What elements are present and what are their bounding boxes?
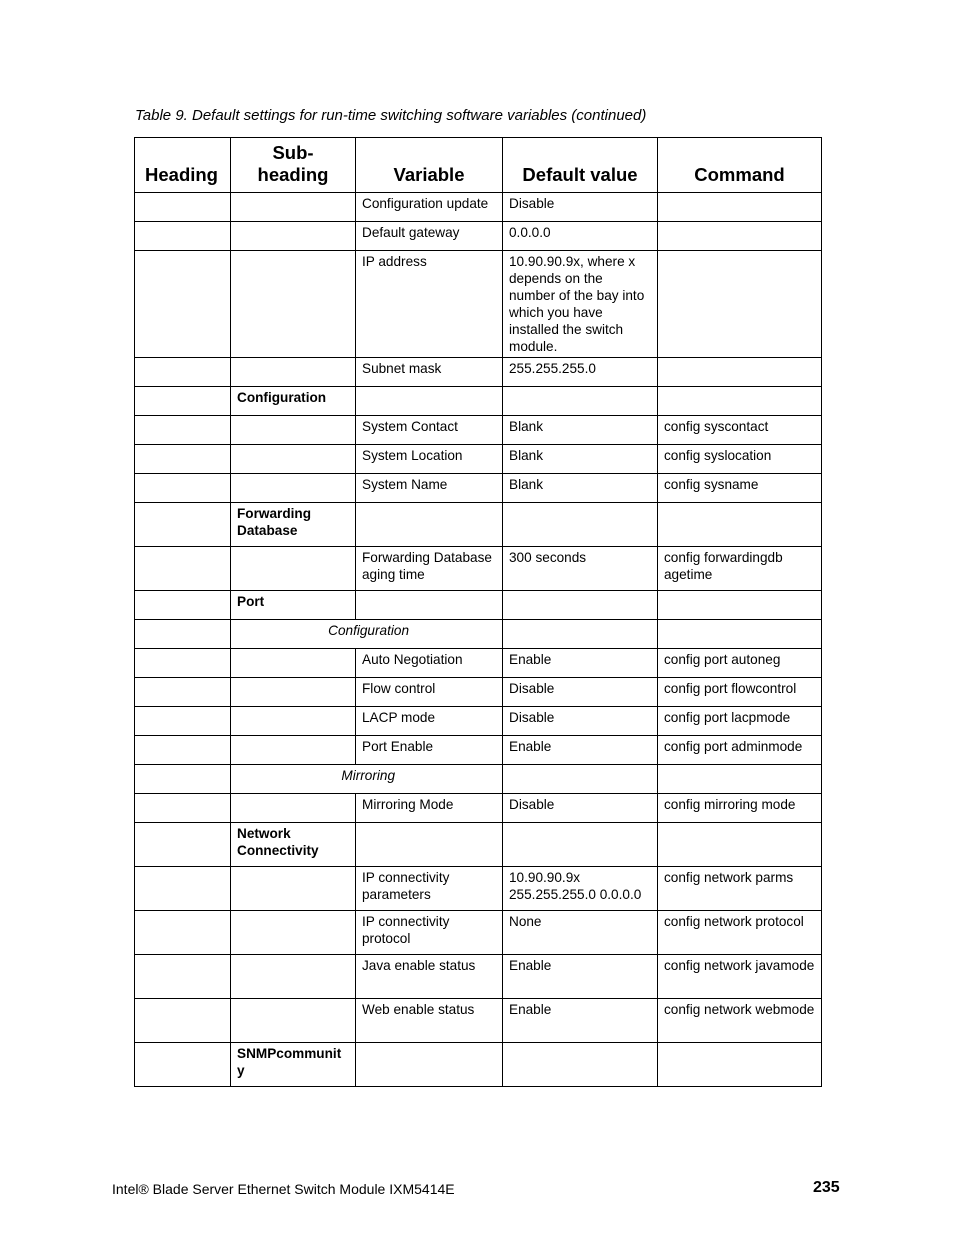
cell-command: config sysname [658, 474, 822, 503]
cell-heading [135, 620, 231, 649]
table-row [135, 955, 822, 999]
cell-command: config port flowcontrol [658, 678, 822, 707]
cell-heading [135, 503, 231, 547]
cell-command [658, 765, 822, 794]
cell-variable [356, 591, 503, 620]
cell-subheading [231, 222, 356, 251]
cell-heading [135, 707, 231, 736]
default-settings-table [134, 137, 822, 1087]
cell-command [658, 222, 822, 251]
cell-variable: Flow control [356, 678, 503, 707]
cell-variable [356, 387, 503, 416]
cell-variable: Configuration update [356, 193, 503, 222]
cell-variable: IP connectivity protocol [356, 911, 503, 955]
cell-subheading [231, 736, 356, 765]
cell-subheading [231, 547, 356, 591]
cell-subheading [231, 999, 356, 1043]
footer-document-title: Intel® Blade Server Ethernet Switch Module IXM5414E [112, 1181, 455, 1197]
table-row [135, 193, 822, 222]
cell-command: config syslocation [658, 445, 822, 474]
cell-subheading: Forwarding Database [231, 503, 356, 547]
cell-default-value: Enable [503, 999, 658, 1043]
cell-variable: System Name [356, 474, 503, 503]
table-row [135, 474, 822, 503]
cell-command [658, 503, 822, 547]
cell-command: config network javamode [658, 955, 822, 999]
cell-heading [135, 547, 231, 591]
cell-variable: IP address [356, 251, 503, 358]
cell-default-value [503, 591, 658, 620]
cell-command [658, 251, 822, 358]
cell-command [658, 193, 822, 222]
cell-variable: Web enable status [356, 999, 503, 1043]
cell-variable: Default gateway [356, 222, 503, 251]
cell-variable: Forwarding Database aging time [356, 547, 503, 591]
cell-heading [135, 955, 231, 999]
cell-variable: System Location [356, 445, 503, 474]
table-row [135, 707, 822, 736]
cell-command: config network protocol [658, 911, 822, 955]
table-caption: Table 9. Default settings for run-time switching software variables (continued) [135, 107, 647, 124]
cell-command: config port adminmode [658, 736, 822, 765]
table-row [135, 445, 822, 474]
cell-subheading [231, 955, 356, 999]
cell-variable: LACP mode [356, 707, 503, 736]
cell-subheading: Network Connectivity [231, 823, 356, 867]
column-header-command: Command [658, 138, 822, 193]
cell-subheading [231, 649, 356, 678]
table-row [135, 1043, 822, 1087]
column-header-default-value: Default value [503, 138, 658, 193]
cell-default-value: Disable [503, 794, 658, 823]
cell-variable: Port Enable [356, 736, 503, 765]
cell-subheading [231, 193, 356, 222]
cell-command [658, 387, 822, 416]
cell-default-value: Disable [503, 193, 658, 222]
cell-subheading [231, 867, 356, 911]
cell-variable: Mirroring Mode [356, 794, 503, 823]
table-row [135, 591, 822, 620]
cell-subheading: Port [231, 591, 356, 620]
cell-subheading [231, 911, 356, 955]
table-row [135, 503, 822, 547]
cell-heading [135, 445, 231, 474]
cell-default-value [503, 1043, 658, 1087]
cell-subheading [231, 474, 356, 503]
cell-variable: Java enable status [356, 955, 503, 999]
cell-default-value [503, 823, 658, 867]
cell-subheading [231, 707, 356, 736]
table-row [135, 999, 822, 1043]
cell-subheading [231, 445, 356, 474]
cell-variable: Auto Negotiation [356, 649, 503, 678]
cell-default-value: 0.0.0.0 [503, 222, 658, 251]
table-row [135, 251, 822, 358]
cell-default-value: Blank [503, 416, 658, 445]
cell-heading [135, 251, 231, 358]
cell-default-value: 10.90.90.9x 255.255.255.0 0.0.0.0 [503, 867, 658, 911]
table-row [135, 911, 822, 955]
cell-default-value: 300 seconds [503, 547, 658, 591]
cell-variable [356, 823, 503, 867]
cell-command: config network parms [658, 867, 822, 911]
table-row [135, 823, 822, 867]
cell-default-value: Blank [503, 445, 658, 474]
cell-heading [135, 591, 231, 620]
cell-command: config port autoneg [658, 649, 822, 678]
cell-heading [135, 794, 231, 823]
cell-default-value [503, 387, 658, 416]
cell-heading [135, 649, 231, 678]
cell-subheading: Mirroring [231, 765, 503, 794]
cell-subheading [231, 358, 356, 387]
table-row [135, 794, 822, 823]
cell-command [658, 620, 822, 649]
cell-default-value: Enable [503, 955, 658, 999]
cell-command: config syscontact [658, 416, 822, 445]
cell-variable [356, 503, 503, 547]
cell-variable: Subnet mask [356, 358, 503, 387]
cell-heading [135, 867, 231, 911]
cell-default-value: 255.255.255.0 [503, 358, 658, 387]
column-header-subheading: Sub- heading [231, 138, 356, 193]
cell-default-value [503, 503, 658, 547]
cell-heading [135, 736, 231, 765]
cell-default-value: 10.90.90.9x, where x depends on the number of the bay into which you have installed the switch module. [503, 251, 658, 358]
table-row [135, 736, 822, 765]
table-row [135, 649, 822, 678]
cell-subheading [231, 251, 356, 358]
cell-heading [135, 1043, 231, 1087]
column-header-heading: Heading [135, 138, 231, 193]
cell-default-value: Enable [503, 736, 658, 765]
cell-heading [135, 911, 231, 955]
cell-heading [135, 474, 231, 503]
cell-heading [135, 358, 231, 387]
cell-subheading: Configuration [231, 620, 503, 649]
cell-command [658, 1043, 822, 1087]
table-row [135, 416, 822, 445]
cell-command [658, 358, 822, 387]
table-row [135, 222, 822, 251]
cell-heading [135, 193, 231, 222]
cell-heading [135, 387, 231, 416]
cell-variable: IP connectivity parameters [356, 867, 503, 911]
cell-command [658, 823, 822, 867]
cell-heading [135, 823, 231, 867]
cell-command: config network webmode [658, 999, 822, 1043]
cell-default-value: Disable [503, 678, 658, 707]
table-row [135, 765, 822, 794]
page-number: 235 [813, 1179, 840, 1196]
cell-subheading [231, 416, 356, 445]
cell-default-value: Disable [503, 707, 658, 736]
cell-default-value [503, 765, 658, 794]
cell-command [658, 591, 822, 620]
table-row [135, 678, 822, 707]
cell-heading [135, 999, 231, 1043]
cell-default-value: Enable [503, 649, 658, 678]
table-row [135, 620, 822, 649]
cell-subheading: SNMPcommunit y [231, 1043, 356, 1087]
cell-default-value [503, 620, 658, 649]
table-row [135, 547, 822, 591]
cell-heading [135, 222, 231, 251]
cell-command: config port lacpmode [658, 707, 822, 736]
cell-variable: System Contact [356, 416, 503, 445]
cell-subheading: Configuration [231, 387, 356, 416]
cell-heading [135, 416, 231, 445]
cell-default-value: None [503, 911, 658, 955]
cell-command: config mirroring mode [658, 794, 822, 823]
cell-heading [135, 765, 231, 794]
cell-subheading [231, 678, 356, 707]
column-header-variable: Variable [356, 138, 503, 193]
cell-variable [356, 1043, 503, 1087]
table-header-row [135, 138, 822, 193]
table-row [135, 387, 822, 416]
cell-heading [135, 678, 231, 707]
cell-default-value: Blank [503, 474, 658, 503]
table-row [135, 358, 822, 387]
cell-subheading [231, 794, 356, 823]
cell-command: config forwardingdb agetime [658, 547, 822, 591]
table-row [135, 867, 822, 911]
